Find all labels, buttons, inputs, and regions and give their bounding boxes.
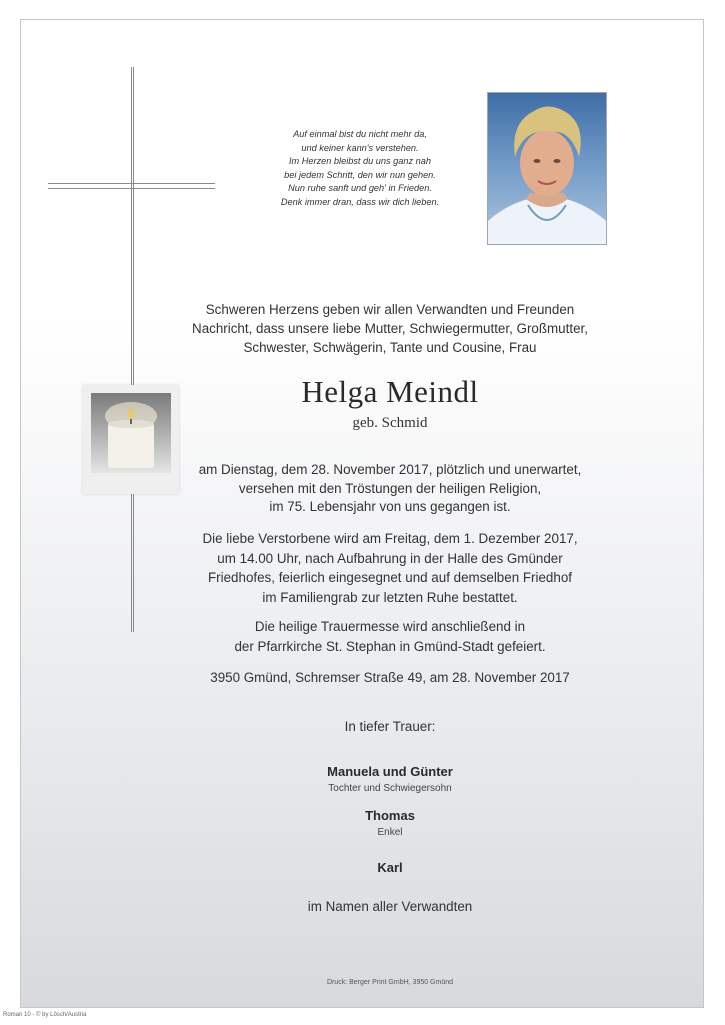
birth-name: geb. Schmid: [352, 415, 428, 431]
intro-line: Schwester, Schwägerin, Tante und Cousine, Frau: [243, 340, 537, 355]
poem: [250, 128, 470, 210]
mourner-name: Karl: [377, 860, 403, 875]
poem-line: Denk immer dran, dass wir dich lieben.: [280, 196, 440, 207]
portrait-photo: [487, 92, 607, 245]
funeral-line: Die liebe Verstorbene wird am Freitag, dem 1. Dezember 2017,: [202, 531, 578, 546]
intro-text: [150, 300, 630, 357]
poem-line: Nun ruhe sanft und geh' in Frieden.: [288, 183, 432, 194]
funeral-line: Friedhofes, feierlich eingesegnet und auf demselben Friedhof: [207, 570, 572, 585]
mass-info: [150, 617, 630, 656]
mass-line: Die heilige Trauermesse wird anschließend in: [254, 619, 526, 634]
cross-icon-vertical: [131, 67, 134, 632]
mourning-heading: In tiefer Trauer:: [344, 719, 436, 734]
portrait-icon: [488, 93, 606, 244]
deceased-name: Helga Meindl: [301, 374, 479, 409]
funeral-line: um 14.00 Uhr, nach Aufbahrung in der Halle des Gmünder: [217, 550, 563, 566]
poem-line: Im Herzen bleibst du uns ganz nah: [289, 156, 431, 167]
mourner-name: Thomas: [365, 808, 415, 823]
place-date: 3950 Gmünd, Schremser Straße 49, am 28. November 2017: [210, 670, 570, 685]
death-notice-line: im 75. Lebensjahr von uns gegangen ist.: [269, 499, 511, 514]
death-notice: [150, 461, 630, 517]
intro-line: Schweren Herzens geben wir allen Verwandten und Freunden: [205, 302, 575, 317]
funeral-line: im Familiengrab zur letzten Ruhe bestattet.: [262, 589, 518, 605]
funeral-info: [150, 529, 630, 607]
mourner-relation: Tochter und Schwiegersohn: [328, 783, 452, 794]
mourner-name: Manuela und Günter: [327, 764, 453, 779]
death-notice-line: am Dienstag, dem 28. November 2017, plötzlich und unerwartet,: [198, 462, 582, 477]
mourner-relation: Enkel: [377, 827, 403, 838]
template-credit: Roman 10 - © by Lösch/Austria: [3, 1012, 87, 1018]
family-line: im Namen aller Verwandten: [307, 899, 473, 914]
intro-line: Nachricht, dass unsere liebe Mutter, Schwiegermutter, Großmutter,: [192, 321, 588, 336]
death-notice-line: versehen mit den Tröstungen der heiligen Religion,: [238, 480, 542, 496]
mass-line: der Pfarrkirche St. Stephan in Gmünd-Stadt gefeiert.: [234, 638, 546, 654]
poem-line: bei jedem Schritt, den wir nun gehen.: [284, 169, 436, 180]
printer-credit: Druck: Berger Print GmbH, 3950 Gmünd: [326, 979, 454, 986]
poem-line: und keiner kann's verstehen.: [301, 142, 419, 153]
poem-line: Auf einmal bist du nicht mehr da,: [293, 129, 427, 139]
cross-icon-horizontal: [48, 183, 215, 189]
